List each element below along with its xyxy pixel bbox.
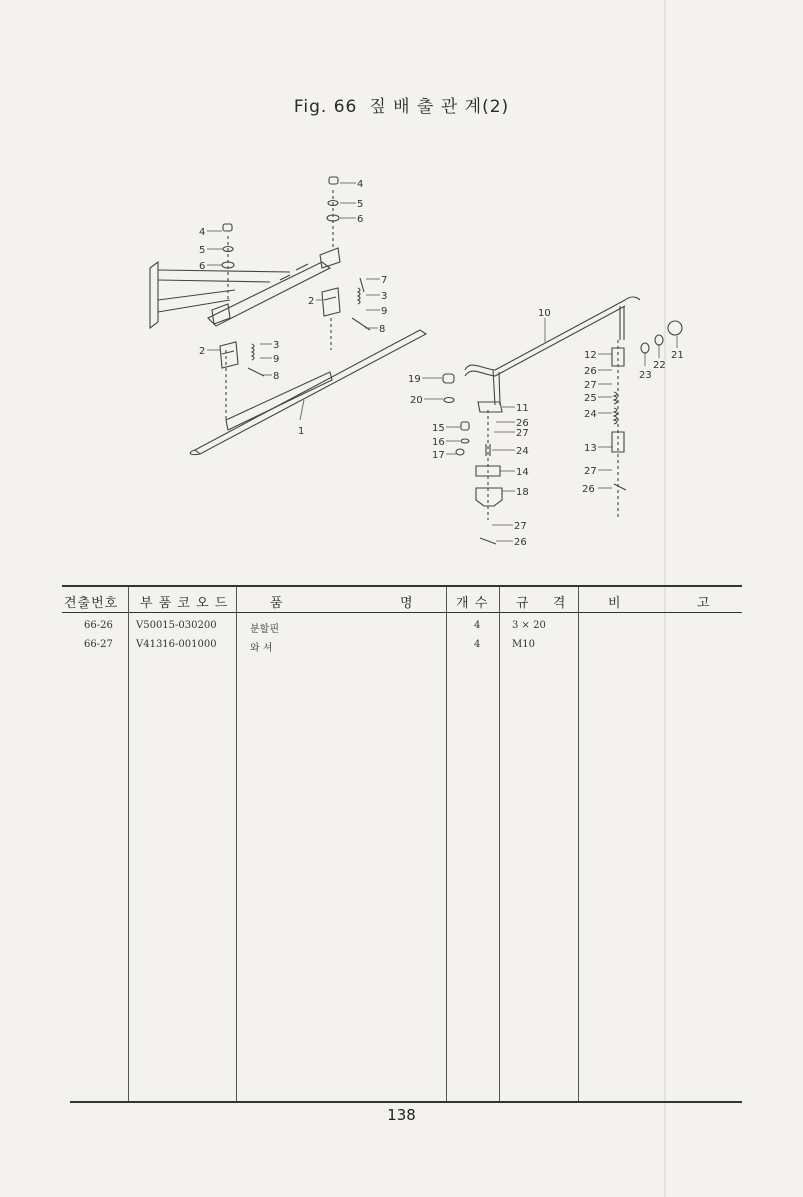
washer-16 xyxy=(461,439,469,443)
col-divider xyxy=(128,587,129,1101)
cell-name: 와 셔 xyxy=(250,643,273,654)
knob-21 xyxy=(668,321,682,335)
cell-spec: M10 xyxy=(512,639,535,650)
callout-right-26c: 26 xyxy=(516,418,529,429)
callout-right-26d: 26 xyxy=(514,537,527,548)
callout-right-24a: 24 xyxy=(584,409,597,420)
callout-right-24b: 24 xyxy=(516,446,529,457)
callout-right-25: 25 xyxy=(584,393,597,404)
callout-left-upper-2: 2 xyxy=(308,296,315,307)
table-row xyxy=(62,639,742,657)
header-quantity: 개 수 xyxy=(456,596,489,611)
header-ref-number: 견출번호 xyxy=(64,596,119,611)
callout-left-4: 4 xyxy=(199,227,206,238)
callout-right-14: 14 xyxy=(516,467,529,478)
callout-left-upper-8: 8 xyxy=(379,324,386,335)
pin-26-right xyxy=(614,484,626,490)
callout-right-27d: 27 xyxy=(514,521,527,532)
left-frame-bracket xyxy=(150,262,158,328)
callout-left-6: 6 xyxy=(199,261,206,272)
left-block-lower xyxy=(212,304,230,324)
cell-spec: 3 × 20 xyxy=(512,620,546,631)
callout-left-8: 8 xyxy=(273,371,280,382)
spring-lower xyxy=(252,344,254,360)
lever-rod-10 xyxy=(465,297,640,370)
spring-24-right xyxy=(614,408,617,424)
callout-left-upper-4: 4 xyxy=(357,179,364,190)
cell-name: 분할핀 xyxy=(250,624,279,635)
callout-right-10: 10 xyxy=(538,308,551,319)
callout-left-1: 1 xyxy=(298,426,305,437)
rod-7 xyxy=(360,278,364,292)
header-spec: 규 격 xyxy=(516,596,567,611)
exploded-parts-diagram xyxy=(0,0,803,580)
plate-11 xyxy=(478,402,502,412)
rod-right-end xyxy=(620,306,624,340)
callout-left-2: 2 xyxy=(199,346,206,357)
table-header-rule xyxy=(62,612,742,613)
guide-rod xyxy=(195,330,426,454)
cell-code: V50015-030200 xyxy=(136,620,217,631)
spring-25 xyxy=(614,392,617,404)
bracket-12 xyxy=(612,348,624,366)
col-divider xyxy=(236,587,237,1101)
spring-upper xyxy=(358,288,360,304)
cell-ref: 66-26 xyxy=(84,620,113,631)
header-part-name-right: 명 xyxy=(400,596,414,611)
washer-20 xyxy=(444,398,454,403)
callout-right-12: 12 xyxy=(584,350,597,361)
callout-right-19: 19 xyxy=(408,374,421,385)
header-note-right: 고 xyxy=(697,596,711,611)
table-bottom-rule xyxy=(70,1101,742,1103)
callout-right-27c: 27 xyxy=(516,428,529,439)
col-divider xyxy=(446,587,447,1101)
callout-right-15: 15 xyxy=(432,423,445,434)
callout-right-21: 21 xyxy=(671,350,684,361)
bracket-18 xyxy=(476,488,502,506)
callout-right-17: 17 xyxy=(432,450,445,461)
cell-qty: 4 xyxy=(474,620,481,631)
left-frame-arm-lower xyxy=(158,290,235,312)
cell-ref: 66-27 xyxy=(84,639,113,650)
callout-left-upper-9: 9 xyxy=(381,306,388,317)
callout-left-upper-7: 7 xyxy=(381,275,388,286)
col-divider xyxy=(578,587,579,1101)
callout-right-23: 23 xyxy=(639,370,652,381)
callout-right-27a: 27 xyxy=(584,380,597,391)
figure-title-text: 짚 배 출 관 계(2) xyxy=(369,97,510,117)
header-note-left: 비 xyxy=(608,596,622,611)
hinge-bracket-upper xyxy=(322,288,340,316)
header-part-code: 부 품 코 오 드 xyxy=(140,596,229,611)
pin-26-bottom xyxy=(480,538,496,544)
table-row xyxy=(62,620,742,638)
left-block-upper xyxy=(320,248,340,268)
col-divider xyxy=(499,587,500,1101)
callout-right-22: 22 xyxy=(653,360,666,371)
bolt-15 xyxy=(461,422,469,430)
callout-left-9: 9 xyxy=(273,354,280,365)
table-top-rule xyxy=(62,585,742,587)
callout-right-27b: 27 xyxy=(584,466,597,477)
nut-22 xyxy=(655,335,663,345)
callout-left-5: 5 xyxy=(199,245,206,256)
callout-right-16: 16 xyxy=(432,437,445,448)
bolt-19 xyxy=(443,374,454,383)
callout-right-13: 13 xyxy=(584,443,597,454)
callout-left-upper-6: 6 xyxy=(357,214,364,225)
callout-right-26a: 26 xyxy=(584,366,597,377)
bolt-left xyxy=(223,224,232,231)
callout-right-18: 18 xyxy=(516,487,529,498)
figure-caption: Fig. 66 xyxy=(293,97,358,117)
cell-code: V41316-001000 xyxy=(136,639,217,650)
parts-table xyxy=(62,585,742,1103)
callout-right-11: 11 xyxy=(516,403,529,414)
hinge-bracket-lower xyxy=(220,342,238,368)
header-part-name-left: 품 xyxy=(270,596,284,611)
callout-right-26b: 26 xyxy=(582,484,595,495)
callout-left-upper-3: 3 xyxy=(381,291,388,302)
page-number: 138 xyxy=(387,1106,416,1124)
washer-17 xyxy=(456,449,464,455)
callout-left-upper-5: 5 xyxy=(357,199,364,210)
washer-23 xyxy=(641,343,649,353)
cell-qty: 4 xyxy=(474,639,481,650)
bolt-upper xyxy=(329,177,338,184)
pin-lower xyxy=(248,368,264,376)
callout-right-20: 20 xyxy=(410,395,423,406)
callout-left-3: 3 xyxy=(273,340,280,351)
left-frame-arm-upper xyxy=(158,270,290,282)
